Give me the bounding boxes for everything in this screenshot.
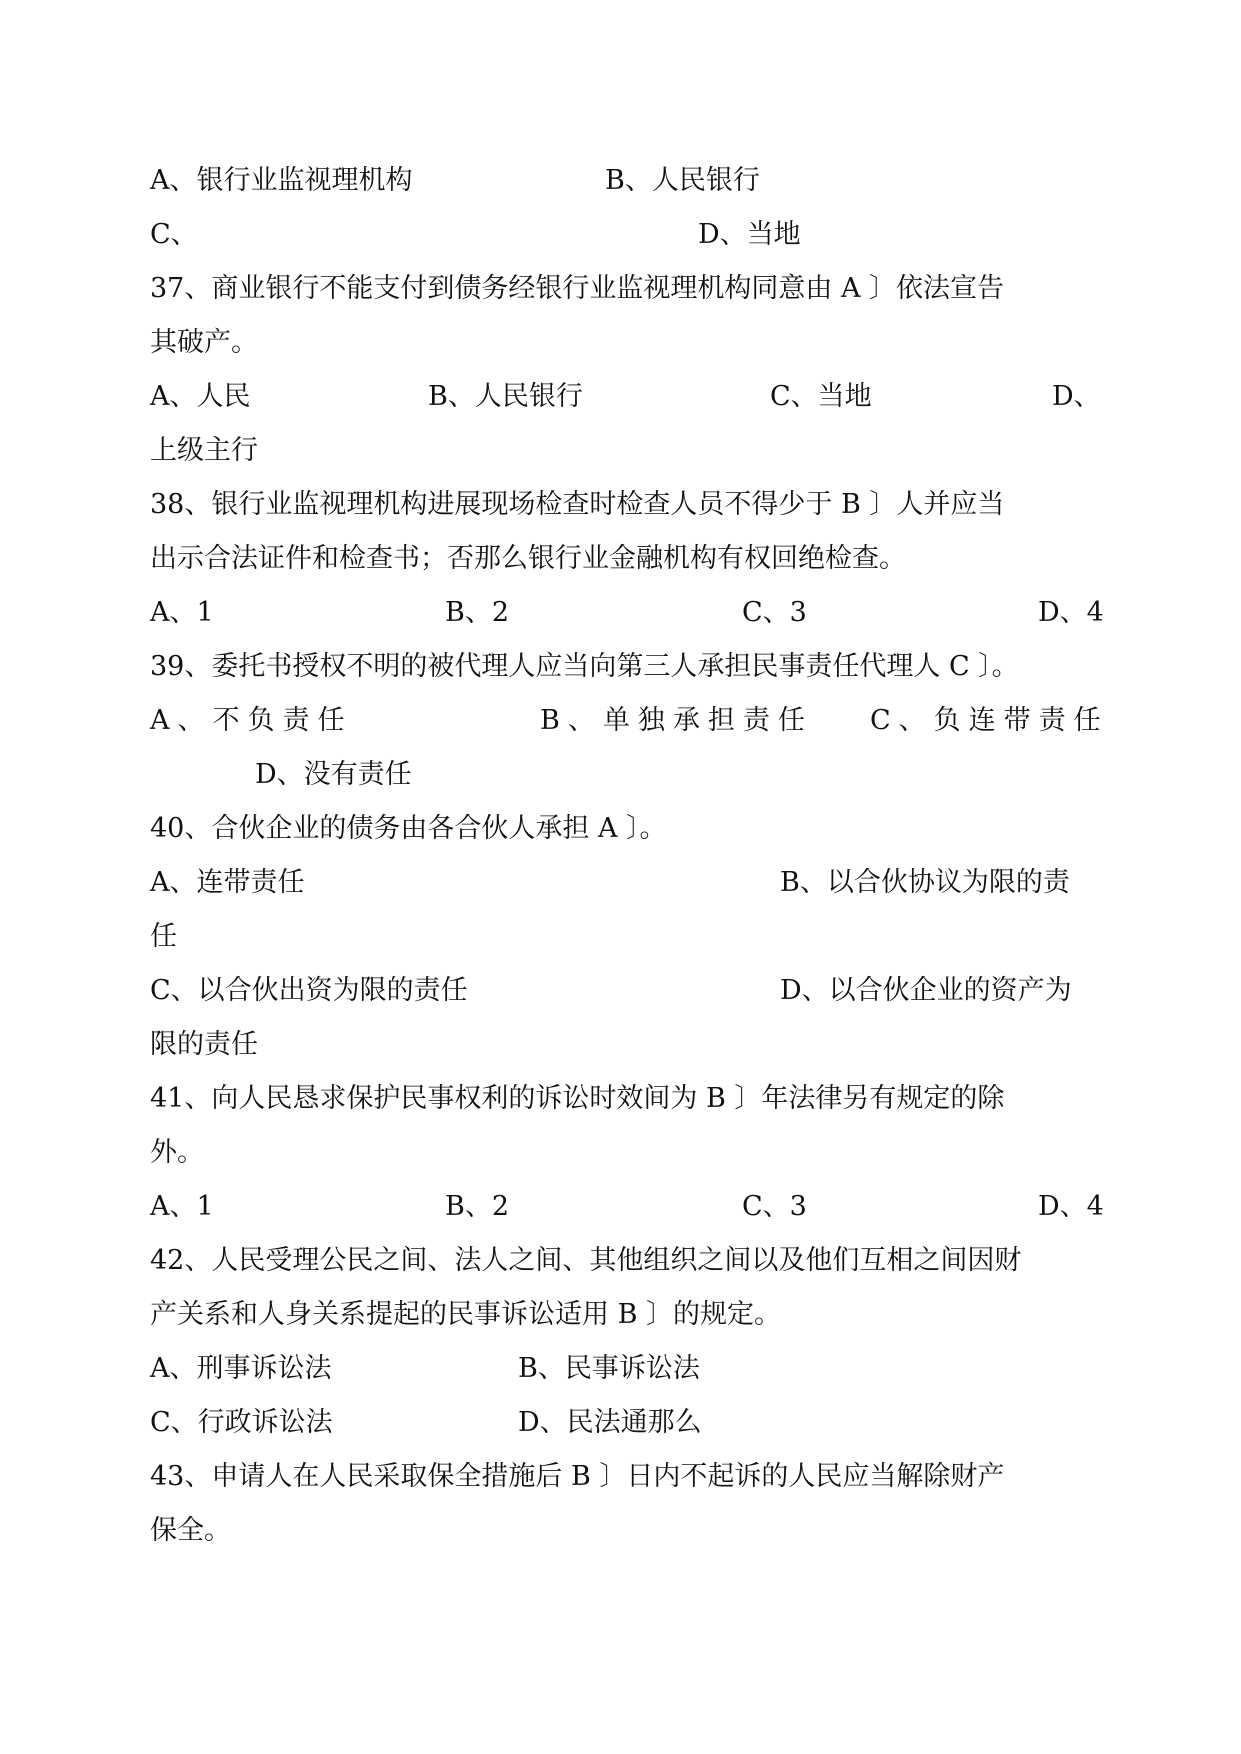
- text-line: 39、委托书授权不明的被代理人应当向第三人承担民事责任代理人 C 〕。: [150, 651, 1019, 682]
- text-line: D、4: [1038, 1191, 1104, 1222]
- text-line: A、1: [150, 1191, 214, 1222]
- text-line: B、人民银行: [605, 165, 760, 196]
- text-line: 其破产。: [150, 327, 258, 358]
- text-line: A、连带责任: [150, 867, 305, 898]
- text-line: 上级主行: [150, 435, 258, 466]
- text-line: A、刑事诉讼法: [150, 1353, 332, 1384]
- text-line: A、银行业监视理机构: [150, 165, 413, 196]
- text-line: 37、商业银行不能支付到债务经银行业监视理机构同意由 A 〕依法宣告: [150, 273, 1005, 304]
- text-line: C、3: [742, 1191, 807, 1222]
- text-line: A、1: [150, 597, 214, 628]
- text-line: 外。: [150, 1137, 204, 1168]
- text-line: 限的责任: [150, 1029, 258, 1060]
- text-line: D、没有责任: [255, 759, 412, 790]
- text-line: B、2: [445, 597, 510, 628]
- text-line: D、以合伙企业的资产为: [780, 975, 1072, 1006]
- text-line: C、以合伙出资为限的责任: [150, 975, 468, 1006]
- text-line: B、单独承担责任: [540, 705, 813, 736]
- text-line: 保全。: [150, 1515, 231, 1546]
- text-line: C、行政诉讼法: [150, 1407, 333, 1438]
- text-line: C、当地: [770, 381, 872, 412]
- text-line: B、2: [445, 1191, 510, 1222]
- text-line: 38、银行业监视理机构进展现场检查时检查人员不得少于 B 〕人并应当: [150, 489, 1005, 520]
- text-line: 43、申请人在人民采取保全措施后 B 〕日内不起诉的人民应当解除财产: [150, 1461, 1005, 1492]
- text-line: A、人民: [150, 381, 251, 412]
- text-line: D、4: [1038, 597, 1104, 628]
- text-line: C、: [150, 219, 198, 250]
- text-line: 产关系和人身关系提起的民事诉讼适用 B 〕的规定。: [150, 1299, 782, 1330]
- text-line: A、不负责任: [150, 705, 353, 736]
- text-line: C、负连带责任: [870, 705, 1109, 736]
- text-line: D、: [1052, 381, 1101, 412]
- text-line: C、3: [742, 597, 807, 628]
- text-line: B、人民银行: [428, 381, 583, 412]
- text-line: 出示合法证件和检查书；否那么银行业金融机构有权回绝检查。: [150, 543, 906, 574]
- text-line: D、民法通那么: [518, 1407, 702, 1438]
- text-line: 任: [150, 921, 177, 952]
- text-line: 40、合伙企业的债务由各合伙人承担 A 〕。: [150, 813, 667, 844]
- text-line: 41、向人民恳求保护民事权利的诉讼时效间为 B 〕年法律另有规定的除: [150, 1083, 1005, 1114]
- text-line: B、民事诉讼法: [518, 1353, 700, 1384]
- text-line: D、当地: [698, 219, 801, 250]
- text-line: B、以合伙协议为限的责: [780, 867, 1070, 898]
- text-line: 42、人民受理公民之间、法人之间、其他组织之间以及他们互相之间因财: [150, 1245, 1022, 1276]
